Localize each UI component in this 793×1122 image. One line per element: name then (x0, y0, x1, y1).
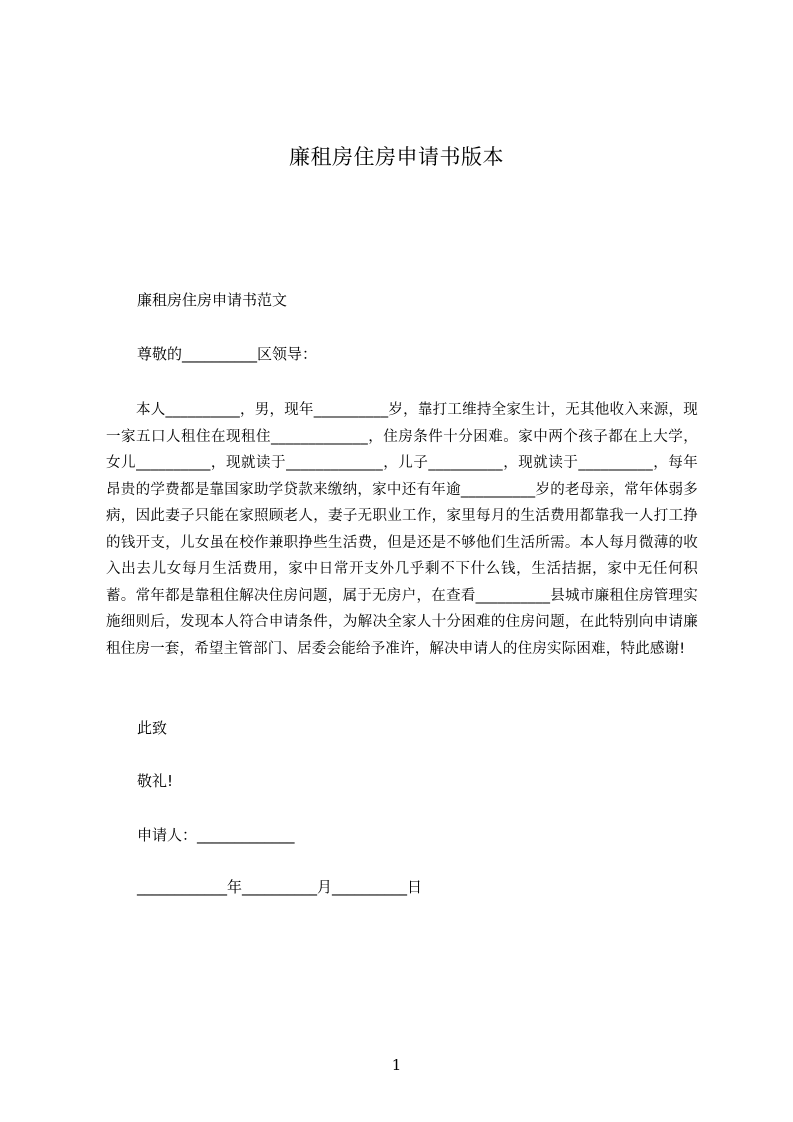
page-title: 廉租房住房申请书版本 (289, 145, 504, 169)
document-subtitle: 廉租房住房申请书范文 (137, 291, 288, 309)
page-number: 1 (391, 1056, 402, 1074)
date-line: ____________年__________月__________日 (137, 878, 423, 896)
closing-salute: 敬礼! (137, 772, 174, 790)
applicant-signature-line: 申请人：_____________ (137, 826, 295, 844)
salutation: 尊敬的__________区领导： (137, 345, 318, 363)
closing-greeting: 此致 (137, 719, 168, 737)
body-paragraph: 本人__________，男，现年__________岁，靠打工维持全家生计，无其他收入来源，现一家五口人租住在现租住_____________，住房条件十分困难。家中两个孩子都在上大学，女儿__________，现就读于_____________，儿子__________，现就读于__________，每年昂贵的学费都是靠国家助学贷款来缴纳，家中还有年逾__________岁的老母亲，常年体弱多病，因此妻子只能在家照顾老人，妻子无职业工作，家里每月的生活费用都靠我一人打工挣的钱开支，儿女虽在校作兼职挣些生活费，但是还是不够他们生活所需。本人每月微薄的收入出去儿女每月生活费用，家中日常开支外几乎剩不下什么钱，生活拮据，家中无任何积蓄。常年都是靠租住解决住房问题，属于无房户，在查看__________县城市廉租住房管理实施细则后，发现本人符合申请条件，为解决全家人十分困难的住房问题，在此特别向申请廉租住房一套，希望主管部门、居委会能给予准许，解决申请人的住房实际困难，特此感谢! (106, 402, 698, 657)
